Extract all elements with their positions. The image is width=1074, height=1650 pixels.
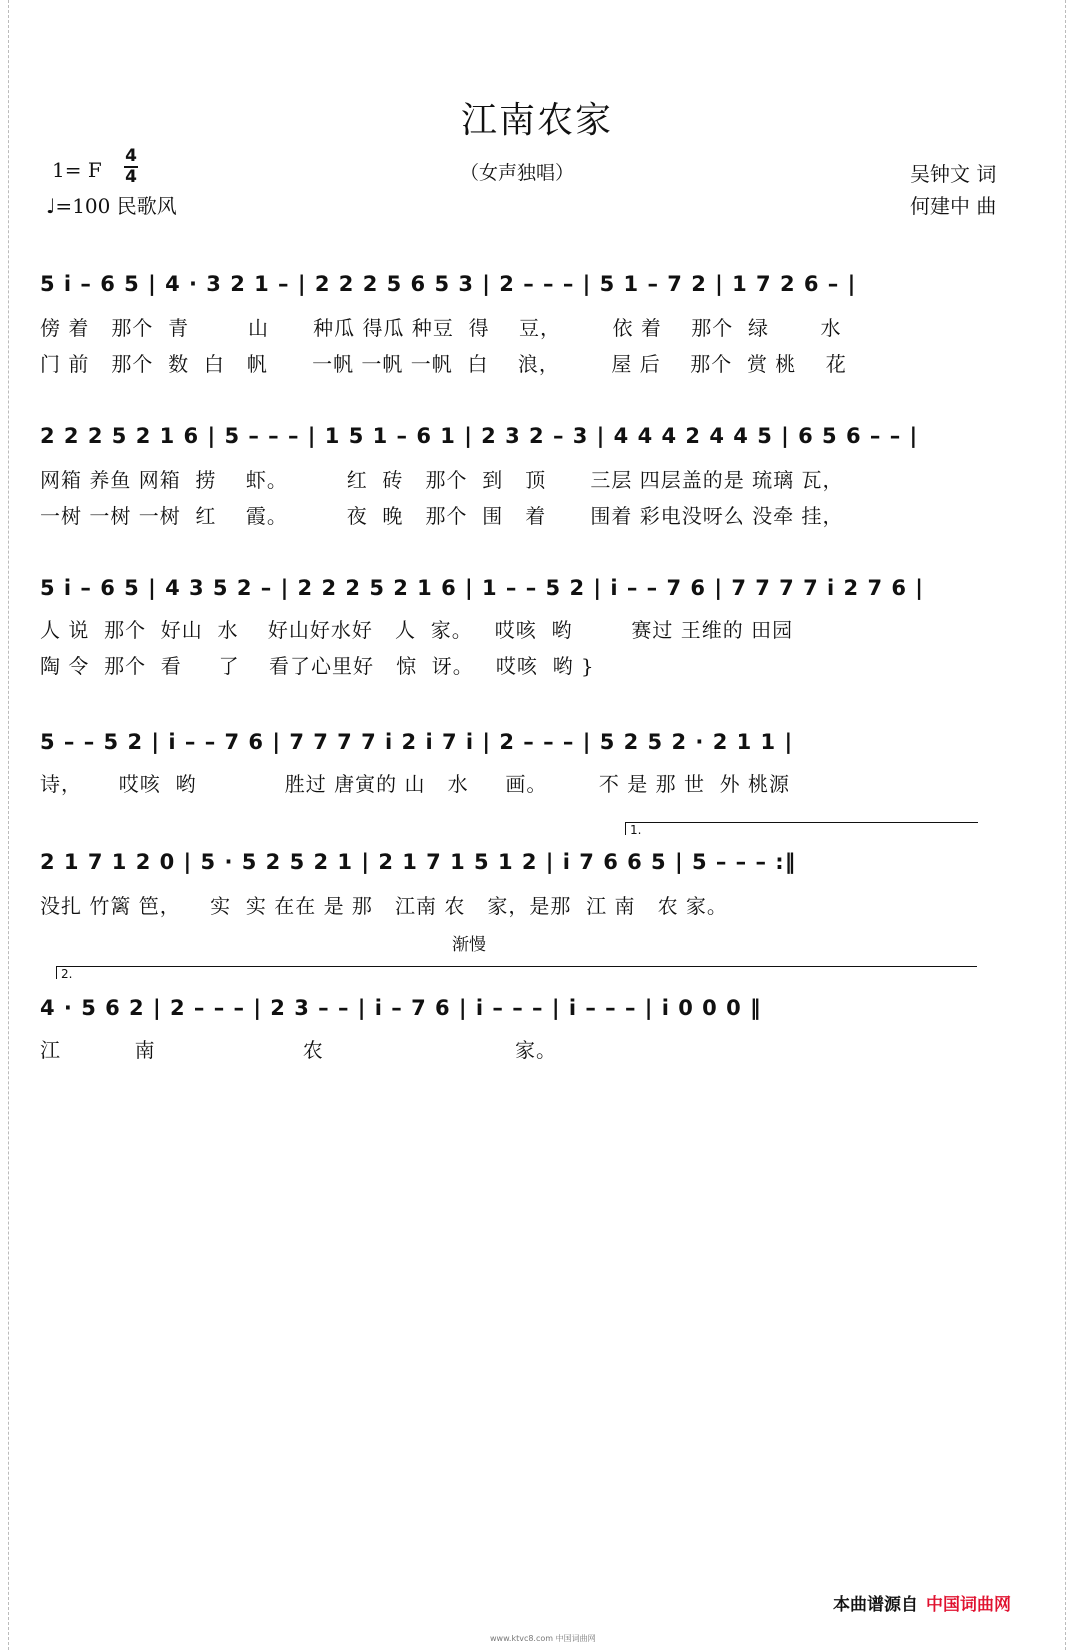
lyrics-verse-1: 人 说 那个 好山 水 好山好水好 人 家。 哎咳 哟 赛过 王维的 田园 bbox=[40, 618, 794, 642]
notation-line: 5 i – 6 5 | 4 3 5 2 – | 2 2 2 5 2 1 6 | 1 – – 5 2 | i – – 7 6 | 7 7 7 7 i 2 7 6 | bbox=[40, 576, 924, 600]
notation-line: 2 2 2 5 2 1 6 | 5 – – – | 1 5 1 – 6 1 | 2 3 2 – 3 | 4 4 4 2 4 4 5 | 6 5 6 – – | bbox=[40, 424, 919, 448]
left-border bbox=[0, 0, 9, 1650]
notation-line: 5 – – 5 2 | i – – 7 6 | 7 7 7 7 i 2 i 7 i | 2 – – – | 5 2 5 2 · 2 1 1 | bbox=[40, 730, 794, 754]
time-signature bbox=[124, 148, 138, 186]
lyrics-verse-1: 诗， 哎咳 哟 胜过 唐寅的 山 水 画。 不 是 那 世 外 桃源 bbox=[40, 772, 791, 796]
time-signature-bottom: 4 bbox=[125, 167, 137, 187]
lyrics-verse-1: 江 南 农 家。 bbox=[40, 1038, 558, 1062]
composer-credit: 何建中 曲 bbox=[910, 194, 997, 218]
lyrics-verse-1: 网箱 养鱼 网箱 捞 虾。 红 砖 那个 到 顶 三层 四层盖的是 琉璃 瓦， bbox=[40, 468, 844, 492]
source-label: 本曲谱源自 bbox=[833, 1595, 918, 1615]
song-title: 江南农家 bbox=[460, 100, 613, 141]
lyrics-verse-2: 门 前 那个 数 白 帆 一帆 一帆 一帆 白 浪， 屋 后 那个 赏 桃 花 bbox=[40, 352, 847, 376]
second-ending-bracket bbox=[56, 966, 977, 979]
time-signature-top: 4 bbox=[125, 146, 137, 166]
source-credit bbox=[833, 1590, 1011, 1615]
lyrics-verse-2: 陶 令 那个 看 了 看了心里好 惊 讶。 哎咳 哟 } bbox=[40, 654, 595, 678]
tempo-marking: ♩=100 民歌风 bbox=[46, 194, 177, 218]
first-ending-label: 1. bbox=[630, 823, 642, 837]
performance-note: （女声独唱） bbox=[460, 162, 575, 184]
lyrics-verse-2: 一树 一树 一树 红 霞。 夜 晚 那个 围 着 围着 彩电没呀么 没牵 挂， bbox=[40, 504, 844, 528]
watermark: www.ktvc8.com 中国词曲网 bbox=[490, 1634, 596, 1643]
ritardando-marking: 渐慢 bbox=[452, 935, 486, 955]
lyricist-credit: 吴钟文 词 bbox=[910, 162, 997, 186]
right-border bbox=[1065, 0, 1074, 1650]
lyrics-verse-1: 傍 着 那个 青 山 种瓜 得瓜 种豆 得 豆， 依 着 那个 绿 水 bbox=[40, 316, 842, 340]
second-ending-label: 2. bbox=[61, 967, 73, 981]
notation-line: 4 · 5 6 2 | 2 – – – | 2 3 – – | i – 7 6 | i – – – | i – – – | i 0 0 0 ‖ bbox=[40, 996, 762, 1020]
key-signature: 1= F bbox=[52, 158, 102, 182]
source-site-link[interactable]: 中国词曲网 bbox=[926, 1595, 1011, 1615]
notation-line: 5 i – 6 5 | 4 · 3 2 1 – | 2 2 2 5 6 5 3 | 2 – – – | 5 1 – 7 2 | 1 7 2 6 – | bbox=[40, 272, 857, 296]
notation-line: 2 1 7 1 2 0 | 5 · 5 2 5 2 1 | 2 1 7 1 5 1 2 | i 7 6 6 5 | 5 – – – :‖ bbox=[40, 850, 797, 874]
lyrics-verse-1: 没扎 竹篱 笆， 实 实 在在 是 那 江南 农 家，是那 江 南 农 家。 bbox=[40, 894, 728, 918]
first-ending-bracket bbox=[625, 822, 978, 835]
